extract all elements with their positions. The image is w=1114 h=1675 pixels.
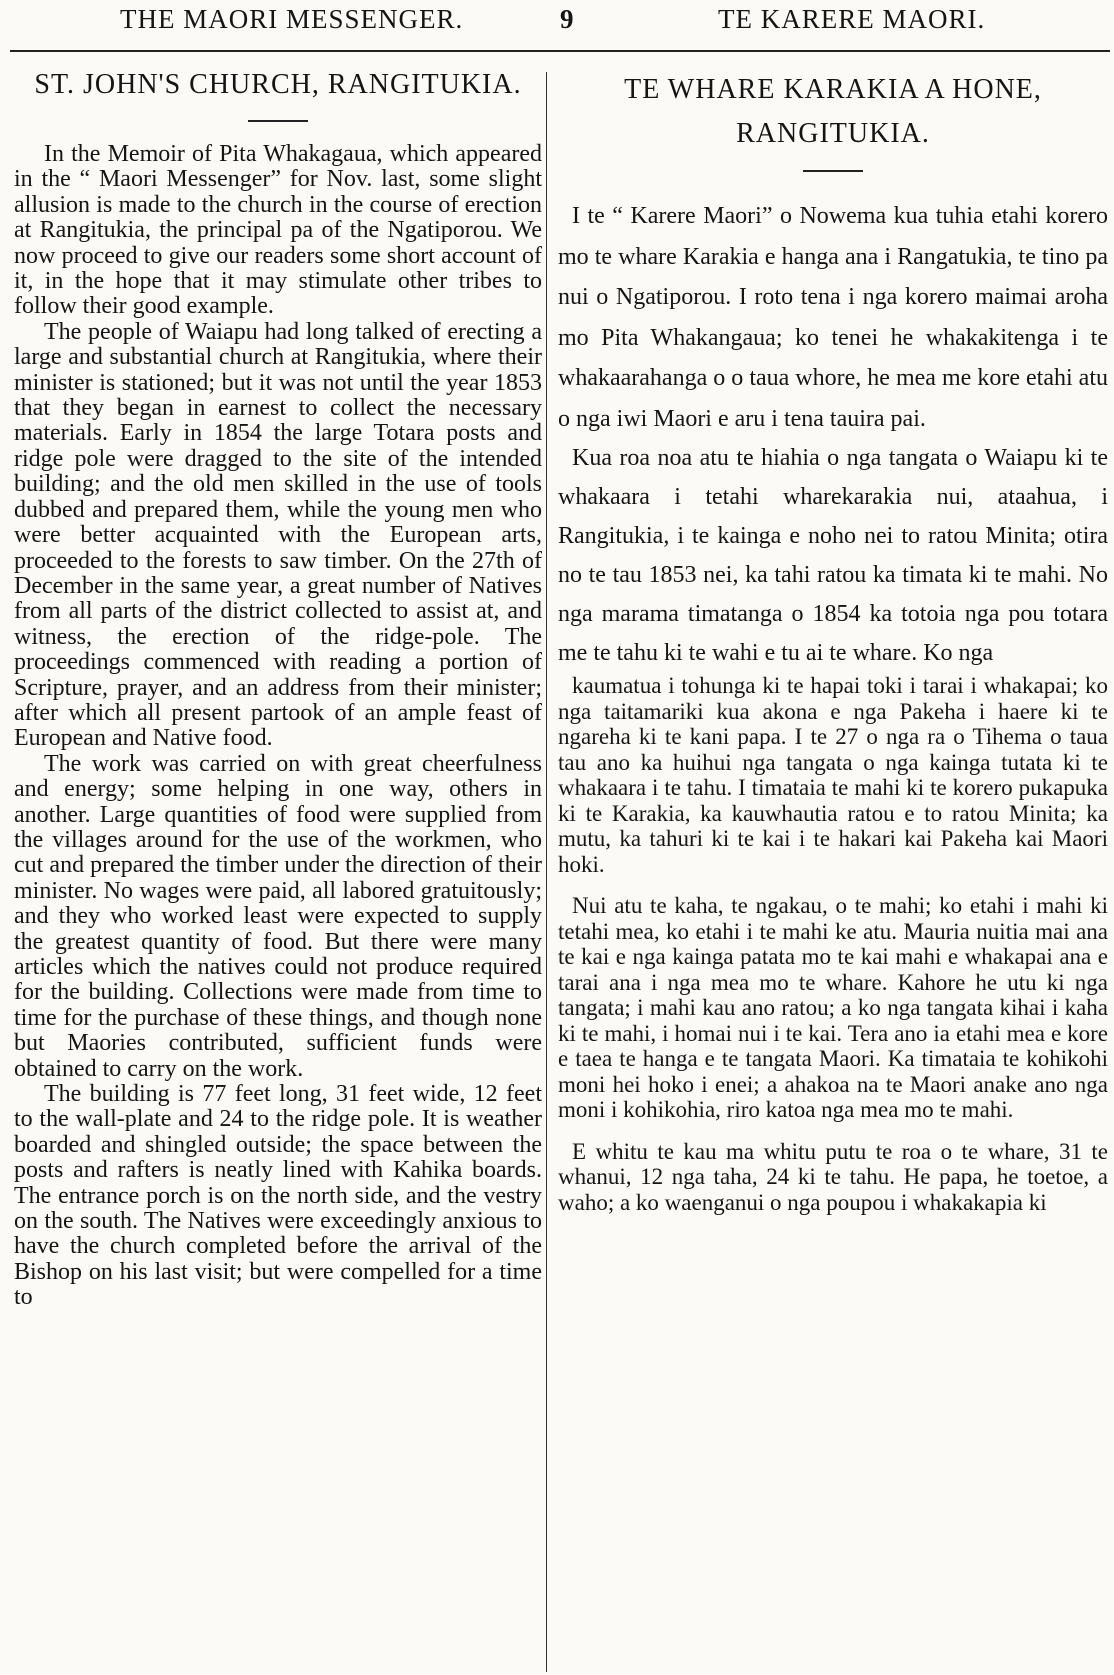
column-divider bbox=[546, 72, 547, 1672]
page-number: 9 bbox=[560, 4, 575, 34]
english-title-rule bbox=[248, 120, 308, 122]
english-paragraph-2: The people of Waiapu had long talked of erecting a large and substantial church at Rangitukia, where their minister is stationed; but it was not until the year 1853 that they began in earnest to collect the necessary materials. Early in 1854 the large Totara posts and ridge pole were dragged to the site of the intended building; and the old men skilled in the use of tools dubbed and prepared them, while the young men who were better acquainted with the European arts, proceeded to the forests to saw timber. On the 27th of December in the same year, a great number of Natives from all parts of the district collected to assist at, and witness, the erection of the ridge-pole. The proceedings commenced with reading a portion of Scripture, prayer, and an address from their minister; after which all present partook of an ample feast of European and Native food. bbox=[14, 318, 542, 752]
english-paragraph-4: The building is 77 feet long, 31 feet wide, 12 feet to the wall-plate and 24 to the ridge pole. It is weather boarded and shingled outside; the space between the posts and rafters is neatly lined with Kahika boards. The entrance porch is on the north side, and the vestry on the south. The Natives were exceedingly anxious to have the church completed before the arrival of the Bishop on his last visit; but were compelled for a time to bbox=[14, 1081, 542, 1311]
maori-title-rule bbox=[803, 170, 863, 172]
english-paragraph-1: In the Memoir of Pita Whakagaua, which appeared in the “ Maori Messenger” for Nov. last, some slight allusion is made to the church in the course of erection at Rangitukia, the principal pa of the Ngatiporou. We now proceed to give our readers some short account of it, in the hope that it may stimulate other tribes to follow their good example. bbox=[14, 141, 542, 320]
english-column bbox=[14, 64, 542, 1672]
maori-article-title: TE WHARE KARAKIA A HONE, RANGITUKIA. bbox=[624, 74, 1042, 149]
maori-paragraph-2: Kua roa noa atu te hiahia o nga tangata o Waiapu ki te whakaara i tetahi wharekarakia nui, ataahua, i Rangitukia, i te kainga e noho nei to ratou Minita; otira no te tau 1853 nei, ka tahi ratou ka timata ki te mahi. No nga marama timatanga o 1854 ka totoia nga pou totara me te tahu ki te wahi e tu ai te whare. Ko nga bbox=[558, 445, 1108, 666]
maori-paragraph-4: Nui atu te kaha, te ngakau, o te mahi; ko etahi i mahi ki tetahi mea, ko etahi i te mahi ke atu. Mauria nuitia mai ana te kai e nga kainga patata mo te kai mahi e whakapai ana e tarai ana i nga mea mo te whare. Kahore he utu ki nga tangata; i mahi kau ano ratou; a ko nga tangata kihai i kaha ki te mahi, i homai nui i te kai. Tera ano ia etahi mea e kore e taea te hanga e te tangata Maori. Ka timataia te kohikohi moni hei hoko i enei; a ahakoa na te Maori anake ano nga moni i kohikohia, riro katoa nga mea mo te mahi. bbox=[558, 893, 1108, 1122]
maori-paragraph-3: kaumatua i tohunga ki te hapai toki i tarai i whakapai; ko nga taitamariki kua akona e nga Pakeha i haere ki te ngareha ki te kani papa. I te 27 o nga ra o Tihema o taua tau ano ka huihui nga tangata o nga kainga tutata ki te whakaara i te tahu. I timataia te mahi ki te korero pukapuka ki te Karakia, ka kauwhautia ratou e to ratou Minita; ka mutu, ka tahuri ki te kai i te hakari kai Pakeha kai Maori hoki. bbox=[558, 673, 1108, 877]
maori-paragraph-5: E whitu te kau ma whitu putu te roa o te whare, 31 te whanui, 12 nga taha, 24 ki te tahu. He papa, he toetoe, a waho; a ko waenganui o nga poupou i whakakapia ki bbox=[558, 1138, 1108, 1215]
running-head-english: THE MAORI MESSENGER. bbox=[120, 4, 464, 34]
english-article-title: ST. JOHN'S CHURCH, RANGITUKIA. bbox=[34, 69, 522, 100]
running-head bbox=[0, 0, 1114, 44]
english-paragraph-3: The work was carried on with great cheerfulness and energy; some helping in one way, others in another. Large quantities of food were supplied from the villages around for the use of the workmen, who cut and prepared the timber under the direction of their minister. No wages were paid, all labored gratuitously; and they who worked least were expected to supply the greatest quantity of food. But there were many articles which the natives could not produce required for the building. Collections were made from time to time for the purchase of these things, and though none but Maories contributed, sufficient funds were obtained to carry on the work. bbox=[14, 750, 542, 1082]
maori-paragraph-1: I te “ Karere Maori” o Nowema kua tuhia etahi korero mo te whare Karakia e hanga ana i Rangatukia, te tino pa nui o Ngatiporou. I roto tena i nga korero maimai aroha mo Pita Whakangaua; ko tenei he whakakitenga i te whakaarahanga o o taua whore, he mea me kore etahi atu o nga iwi Maori e aru i tena tauira pai. bbox=[558, 203, 1108, 432]
running-head-maori: TE KARERE MAORI. bbox=[718, 4, 986, 34]
maori-column bbox=[558, 64, 1108, 1672]
header-rule bbox=[10, 50, 1110, 52]
